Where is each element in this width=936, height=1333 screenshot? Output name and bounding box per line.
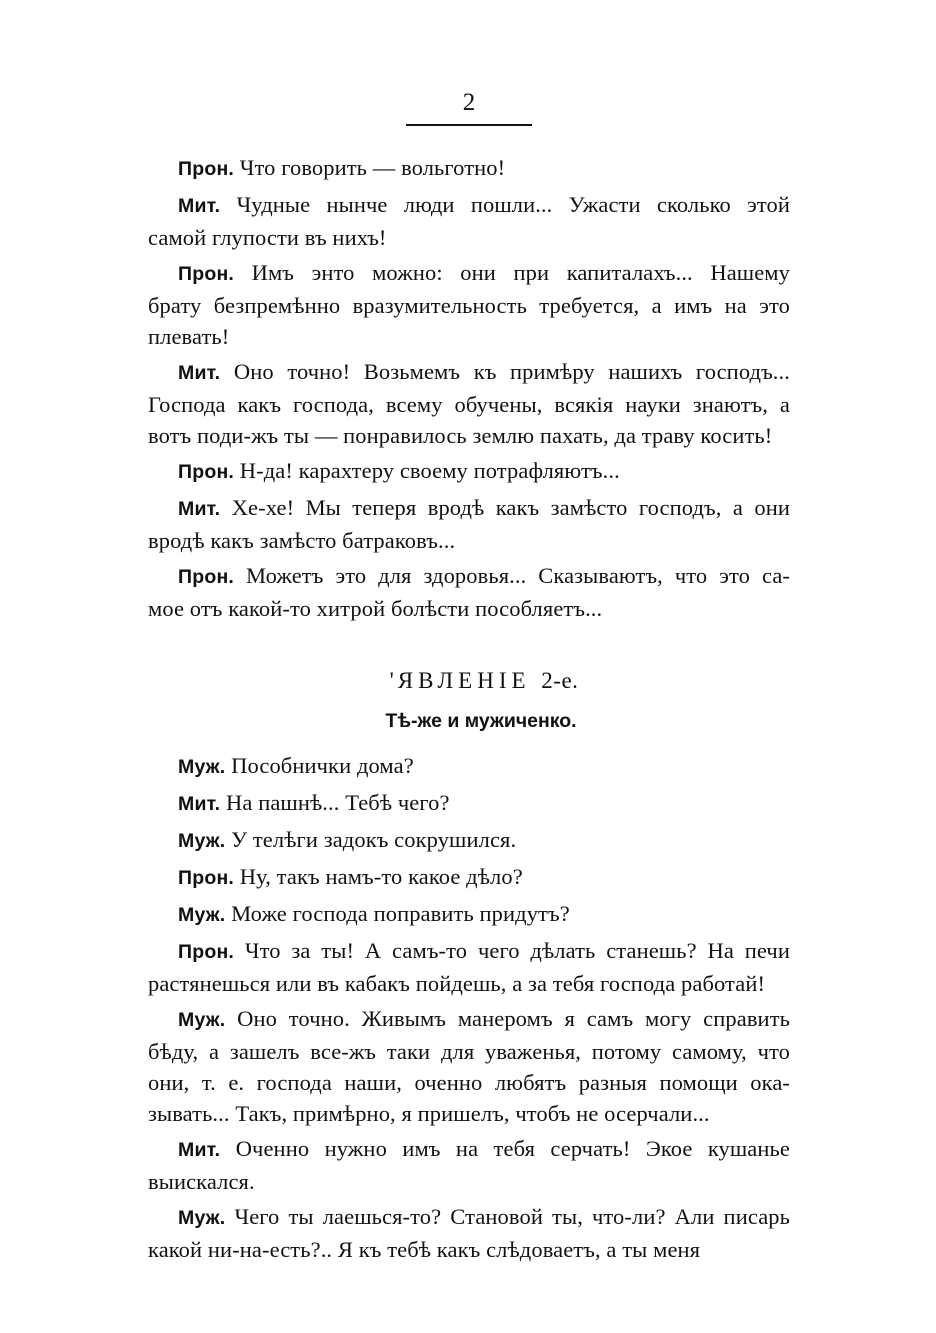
line-text: Имъ энто можно: они при капиталахъ... Нашему	[251, 260, 790, 285]
line-text: Оченно нужно имъ на тебя серчать! Экое кушанье	[235, 1136, 790, 1161]
book-page	[148, 88, 790, 1269]
line-text: Н-да! карахтеру своему потрафляютъ...	[239, 458, 620, 483]
speaker-name: Мит.	[178, 1139, 221, 1161]
text-line	[148, 787, 790, 820]
line-text: Можетъ это для здоровья... Сказываютъ, что это са-	[246, 563, 791, 588]
line-text: Чудные нынче люди пошли... Ужасти сколько этой	[236, 192, 790, 217]
speaker-name: Мит.	[178, 195, 221, 217]
line-text: какой ни-на-есть?.. Я къ тебѣ какъ слѣдоваетъ, а ты меня	[148, 1237, 701, 1262]
text-line	[148, 321, 790, 352]
speaker-name: Прон.	[178, 566, 235, 588]
text-line	[148, 750, 790, 783]
scene-heading-title: ЯВЛЕНІЕ	[397, 668, 531, 693]
line-text: Что говорить — вольготно!	[239, 155, 506, 180]
speaker-name: Прон.	[178, 263, 235, 285]
line-text: они, т. е. господа наши, оченно любятъ разныя помощи ока-	[148, 1070, 790, 1095]
speaker-name: Мит.	[178, 362, 221, 384]
scene-heading	[148, 666, 790, 696]
speaker-name: Муж.	[178, 1207, 226, 1229]
line-text: Оно точно! Возьмемъ къ примѣру нашихъ господъ...	[233, 359, 790, 384]
line-text: На пашнѣ... Тебѣ чего?	[226, 790, 450, 815]
text-line	[148, 290, 790, 321]
speaker-name: Мит.	[178, 498, 221, 520]
text-line	[148, 861, 790, 894]
scene-characters: Тѣ-же и мужиченко.	[385, 710, 577, 732]
line-text: Чего ты лаешься-то? Становой ты, что-ли? Али писарь	[234, 1204, 790, 1229]
speaker-name: Прон.	[178, 941, 235, 963]
dialogue-paragraph	[148, 1133, 790, 1197]
text-line	[148, 525, 790, 556]
dialogue-paragraph	[148, 787, 790, 820]
speaker-name: Муж.	[178, 1009, 226, 1031]
dialogue-block-2	[148, 750, 790, 1265]
text-line	[148, 593, 790, 624]
text-line	[148, 389, 790, 420]
speaker-name: Муж.	[178, 904, 226, 926]
line-text: Ну, такъ намъ-то какое дѣло?	[239, 864, 523, 889]
dialogue-paragraph	[148, 152, 790, 185]
speaker-name: Муж.	[178, 756, 226, 778]
line-text: растянешься или въ кабакъ пойдешь, а за тебя господа работай!	[148, 971, 766, 996]
line-text: У телѣги задокъ сокрушился.	[231, 827, 517, 852]
line-text: Хе-хе! Мы теперя вродѣ какъ замѣсто господъ, а они	[231, 495, 790, 520]
text-line	[148, 492, 790, 525]
text-line	[148, 455, 790, 488]
line-text: Пособнички дома?	[231, 753, 414, 778]
line-text: бѣду, а зашелъ все-жъ таки для уваженья, потому самому, что	[148, 1039, 790, 1064]
text-line	[148, 935, 790, 968]
text-line	[148, 968, 790, 999]
scene-heading-number: 2-е.	[541, 668, 579, 693]
text-line	[148, 824, 790, 857]
dialogue-paragraph	[148, 257, 790, 352]
text-line	[148, 1003, 790, 1036]
text-line	[148, 1133, 790, 1166]
dialogue-paragraph	[148, 824, 790, 857]
dialogue-paragraph	[148, 560, 790, 624]
line-text: самой глупости въ нихъ!	[148, 225, 387, 250]
text-line	[148, 1067, 790, 1098]
text-line	[148, 189, 790, 222]
line-text: Что за ты! А самъ-то чего дѣлать станешь? На печи	[244, 938, 790, 963]
text-line	[148, 222, 790, 253]
dialogue-paragraph	[148, 750, 790, 783]
dialogue-paragraph	[148, 1003, 790, 1129]
speaker-name: Муж.	[178, 830, 226, 852]
text-line	[148, 356, 790, 389]
text-line	[148, 152, 790, 185]
dialogue-block-1	[148, 152, 790, 624]
dialogue-paragraph	[148, 898, 790, 931]
line-text: Господа какъ господа, всему обучены, всякія науки знаютъ, а	[148, 392, 790, 417]
line-text: Оно точно. Живымъ манеромъ я самъ могу справить	[237, 1006, 790, 1031]
speaker-name: Прон.	[178, 867, 235, 889]
speaker-name: Прон.	[178, 461, 235, 483]
line-text: вродѣ какъ замѣсто батраковъ...	[148, 528, 456, 553]
line-text: Може господа поправить придутъ?	[231, 901, 570, 926]
text-line	[148, 420, 790, 451]
text-line	[148, 1234, 790, 1265]
scene-heading-mark: '	[389, 668, 394, 693]
line-text: зывать... Такъ, примѣрно, я пришелъ, чтобъ не осерчали...	[148, 1101, 710, 1126]
dialogue-paragraph	[148, 455, 790, 488]
line-text: вотъ поди-жъ ты — понравилось землю пахать, да траву косить!	[148, 423, 773, 448]
header-rule	[406, 124, 532, 126]
speaker-name: Прон.	[178, 158, 235, 180]
text-line	[148, 898, 790, 931]
speaker-name: Мит.	[178, 793, 221, 815]
text-line	[148, 1166, 790, 1197]
dialogue-paragraph	[148, 189, 790, 253]
text-line	[148, 1036, 790, 1067]
page-number: 2	[462, 89, 476, 116]
dialogue-paragraph	[148, 492, 790, 556]
text-line	[148, 1098, 790, 1129]
line-text: плевать!	[148, 324, 230, 349]
text-line	[148, 1201, 790, 1234]
line-text: мое отъ какой-то хитрой болѣсти пособляетъ...	[148, 596, 603, 621]
dialogue-paragraph	[148, 935, 790, 999]
text-line	[148, 257, 790, 290]
line-text: брату безпремѣнно вразумительность требуется, а имъ на это	[148, 293, 790, 318]
dialogue-paragraph	[148, 356, 790, 451]
line-text: выискался.	[148, 1169, 255, 1194]
dialogue-paragraph	[148, 861, 790, 894]
text-line	[148, 560, 790, 593]
dialogue-paragraph	[148, 1201, 790, 1265]
